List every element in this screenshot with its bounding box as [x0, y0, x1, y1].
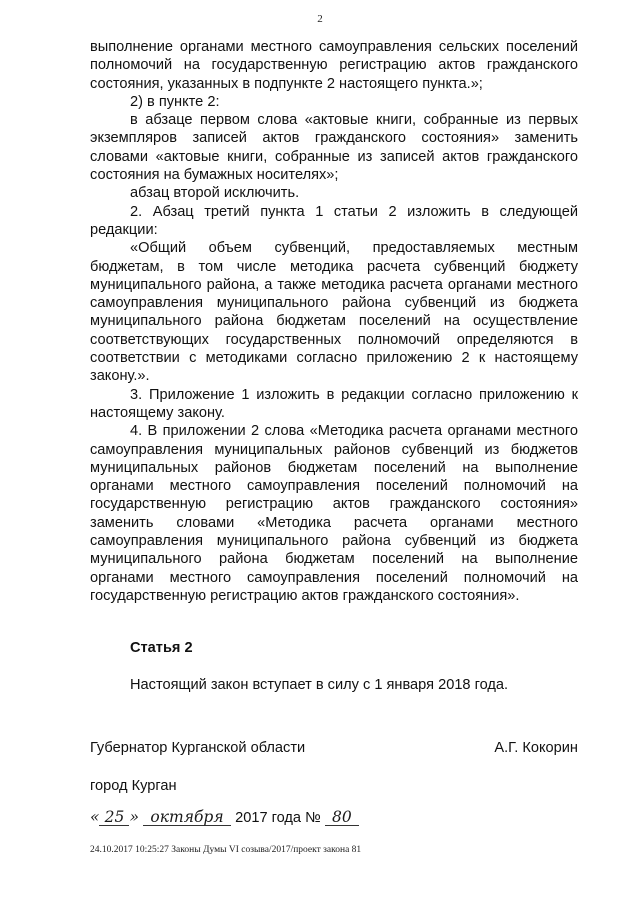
law-number-handwritten: 80 [325, 809, 359, 826]
paragraph-second-abzac: абзац второй исключить. [130, 185, 300, 202]
signer-title: Губернатор Курганской области [90, 740, 306, 756]
date-day-handwritten: 25 [99, 809, 129, 826]
paragraph-continuation: выполнение органами местного самоуправления сельских поселений полномочий на государственную регистрацию актов гражданского состояния, указанных в подпункте 2 настоящего пункта.»; [90, 39, 578, 92]
paragraph-item-3: 3. Приложение 1 изложить в редакции согласно приложению к настоящему закону. [90, 386, 578, 421]
signature-block [90, 740, 578, 756]
date-year-text: 2017 года № [235, 810, 321, 826]
date-close-quote: » [129, 808, 139, 826]
page-number: 2 [317, 13, 323, 25]
signer-name: А.Г. Кокорин [494, 740, 578, 756]
article-2-heading: Статья 2 [130, 640, 193, 656]
date-line [90, 808, 490, 826]
paragraph-quoted-text: «Общий объем субвенций, предоставляемых местным бюджетам, в том числе методика расчета субвенций бюджету муниципального района, а также методика расчета органами местного самоуправления муниципального района субвенций из бюджета муниципального района бюджетам поселений на осуществление соответствующих государственных полномочий определяются в соответствии с методиками согласно приложению 2 к настоящему закону.». [90, 240, 578, 385]
city-line: город Курган [90, 778, 177, 794]
effective-date-text: Настоящий закон вступает в силу с 1 января 2018 года. [130, 677, 509, 693]
file-path-footer: 24.10.2017 10:25:27 Законы Думы VI созыва/2017/проект закона 81 [90, 845, 362, 855]
date-open-quote: « [90, 808, 100, 826]
paragraph-item-4: 4. В приложении 2 слова «Методика расчета органами местного самоуправления муниципальных районов субвенций из бюджетов муниципальных районов бюджетам поселений на выполнение органами местного самоуправления поселений полномочий на государственную регистрацию актов гражданского состояния» заменить словами «Методика расчета органами местного самоуправления муниципального района субвенций из бюджета муниципального района бюджетам поселений на выполнение органами местного самоуправления поселений полномочий на государственную регистрацию актов гражданского состояния». [90, 423, 578, 604]
date-month-handwritten: октября [143, 809, 231, 826]
paragraph-item-2: 2. Абзац третий пункта 1 статьи 2 изложить в следующей редакции: [90, 203, 578, 238]
paragraph-first-abzac: в абзаце первом слова «актовые книги, собранные из первых экземпляров записей актов гражданского состояния» заменить словами «актовые книги, собранные из записей актов гражданского состояния на бумажных носителях»; [90, 112, 578, 184]
law-body-text [90, 38, 578, 605]
paragraph-point-2: 2) в пункте 2: [130, 93, 220, 110]
